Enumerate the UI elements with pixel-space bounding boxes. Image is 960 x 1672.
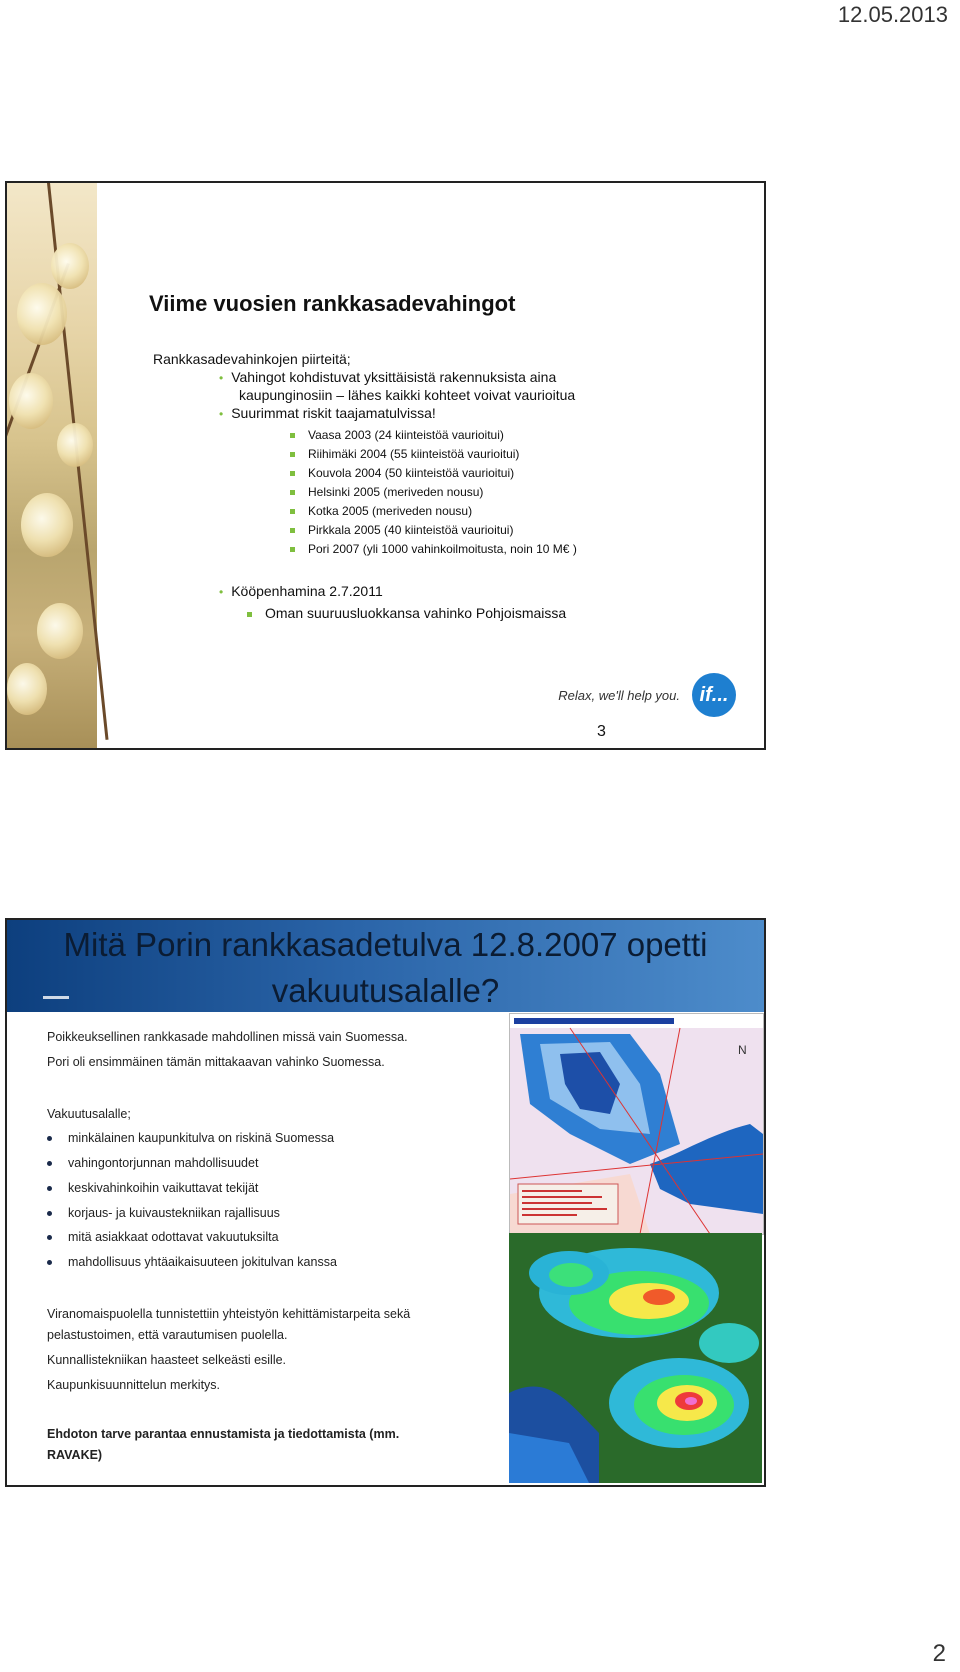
- paragraph: Kunnallistekniikan haasteet selkeästi esille.: [47, 1353, 287, 1367]
- square-bullet-icon: [290, 452, 295, 457]
- sub-bullet-item: Pirkkala 2005 (40 kiinteistöä vaurioitui): [290, 523, 513, 537]
- sub-bullet-item: Kouvola 2004 (50 kiinteistöä vaurioitui): [290, 466, 514, 480]
- bold-conclusion: RAVAKE): [47, 1448, 103, 1462]
- bullet-item: • Suurimmat riskit taajamatulvissa!: [219, 405, 436, 421]
- flood-map-image: [509, 1013, 764, 1235]
- svg-text:N: N: [738, 1043, 747, 1057]
- square-bullet-icon: [290, 528, 295, 533]
- sub-bullet-item: Helsinki 2005 (meriveden nousu): [290, 485, 483, 499]
- header-date: 12.05.2013: [837, 2, 948, 27]
- sub-bullet-item: Pori 2007 (yli 1000 vahinkoilmoitusta, noin 10 M€ ): [290, 542, 577, 556]
- paragraph: Pori oli ensimmäinen tämän mittakaavan vahinko Suomessa.: [47, 1055, 385, 1069]
- paragraph: Viranomaispuolella tunnistettiin yhteistyön kehittämistarpeita sekä: [47, 1307, 411, 1321]
- bullet-item: keskivahinkoihin vaikuttavat tekijät: [47, 1181, 258, 1195]
- if-logo: if...: [692, 673, 736, 717]
- bold-conclusion: Ehdoton tarve parantaa ennustamista ja tiedottamista (mm.: [47, 1427, 400, 1441]
- bullet-icon: [47, 1211, 52, 1216]
- slide-title: Viime vuosien rankkasadevahingot: [149, 291, 516, 316]
- square-bullet-icon: [290, 471, 295, 476]
- bullet-icon: [47, 1136, 52, 1141]
- bullet-item: • Vahingot kohdistuvat yksittäisistä rakennuksista aina: [219, 369, 557, 385]
- paragraph: pelastustoimen, että varautumisen puolella.: [47, 1328, 288, 1342]
- sub-bullet-item: Vaasa 2003 (24 kiinteistöä vaurioitui): [290, 428, 504, 442]
- square-bullet-icon: [290, 547, 295, 552]
- square-bullet-icon: [290, 509, 295, 514]
- intro-text: Rankkasadevahinkojen piirteitä;: [153, 351, 351, 367]
- square-bullet-icon: [290, 433, 295, 438]
- sub-bullet-item: Oman suuruusluokkansa vahinko Pohjoismaissa: [247, 605, 566, 621]
- bullet-item-continued: kaupunginosiin – lähes kaikki kohteet voivat vaurioitua: [239, 387, 576, 403]
- bullet-icon: [47, 1161, 52, 1166]
- bullet-item: minkälainen kaupunkitulva on riskinä Suomessa: [47, 1131, 334, 1145]
- flood-map-graphic: [510, 1014, 763, 1234]
- bullet-icon: [47, 1186, 52, 1191]
- radar-graphic: [509, 1233, 762, 1483]
- willow-catkin-photo: [7, 183, 97, 748]
- square-bullet-icon: [290, 490, 295, 495]
- bullet-icon: [47, 1260, 52, 1265]
- bullet-item: • Kööpenhamina 2.7.2011: [219, 583, 383, 599]
- bullet-item: korjaus- ja kuivaustekniikan rajallisuus: [47, 1206, 280, 1220]
- slide-title: Mitä Porin rankkasadetulva 12.8.2007 opetti vakuutusalalle?: [63, 926, 708, 1009]
- bullet-item: vahingontorjunnan mahdollisuudet: [47, 1156, 258, 1170]
- weather-radar-image: [509, 1233, 762, 1483]
- paragraph: Poikkeuksellinen rankkasade mahdollinen missä vain Suomessa.: [47, 1030, 408, 1044]
- paragraph: Kaupunkisuunnittelun merkitys.: [47, 1378, 221, 1392]
- slide-2: [5, 918, 766, 1487]
- logo-tagline: Relax, we'll help you.: [558, 688, 680, 703]
- slide-number: 3: [597, 723, 606, 740]
- bullet-icon: •: [219, 585, 224, 599]
- bullet-item: mahdollisuus yhtäaikaisuuteen jokitulvan kanssa: [47, 1255, 337, 1269]
- insurance-intro: Vakuutusalalle;: [47, 1107, 131, 1121]
- page-number: 2: [932, 1640, 946, 1667]
- sub-bullet-item: Riihimäki 2004 (55 kiinteistöä vaurioitui): [290, 447, 519, 461]
- sub-bullet-item: Kotka 2005 (meriveden nousu): [290, 504, 472, 518]
- slide-1: [5, 181, 766, 750]
- bullet-item: mitä asiakkaat odottavat vakuutuksilta: [47, 1230, 279, 1244]
- bullet-icon: •: [219, 407, 224, 421]
- bullet-icon: •: [219, 371, 224, 385]
- bullet-icon: [47, 1235, 52, 1240]
- square-bullet-icon: [247, 612, 252, 617]
